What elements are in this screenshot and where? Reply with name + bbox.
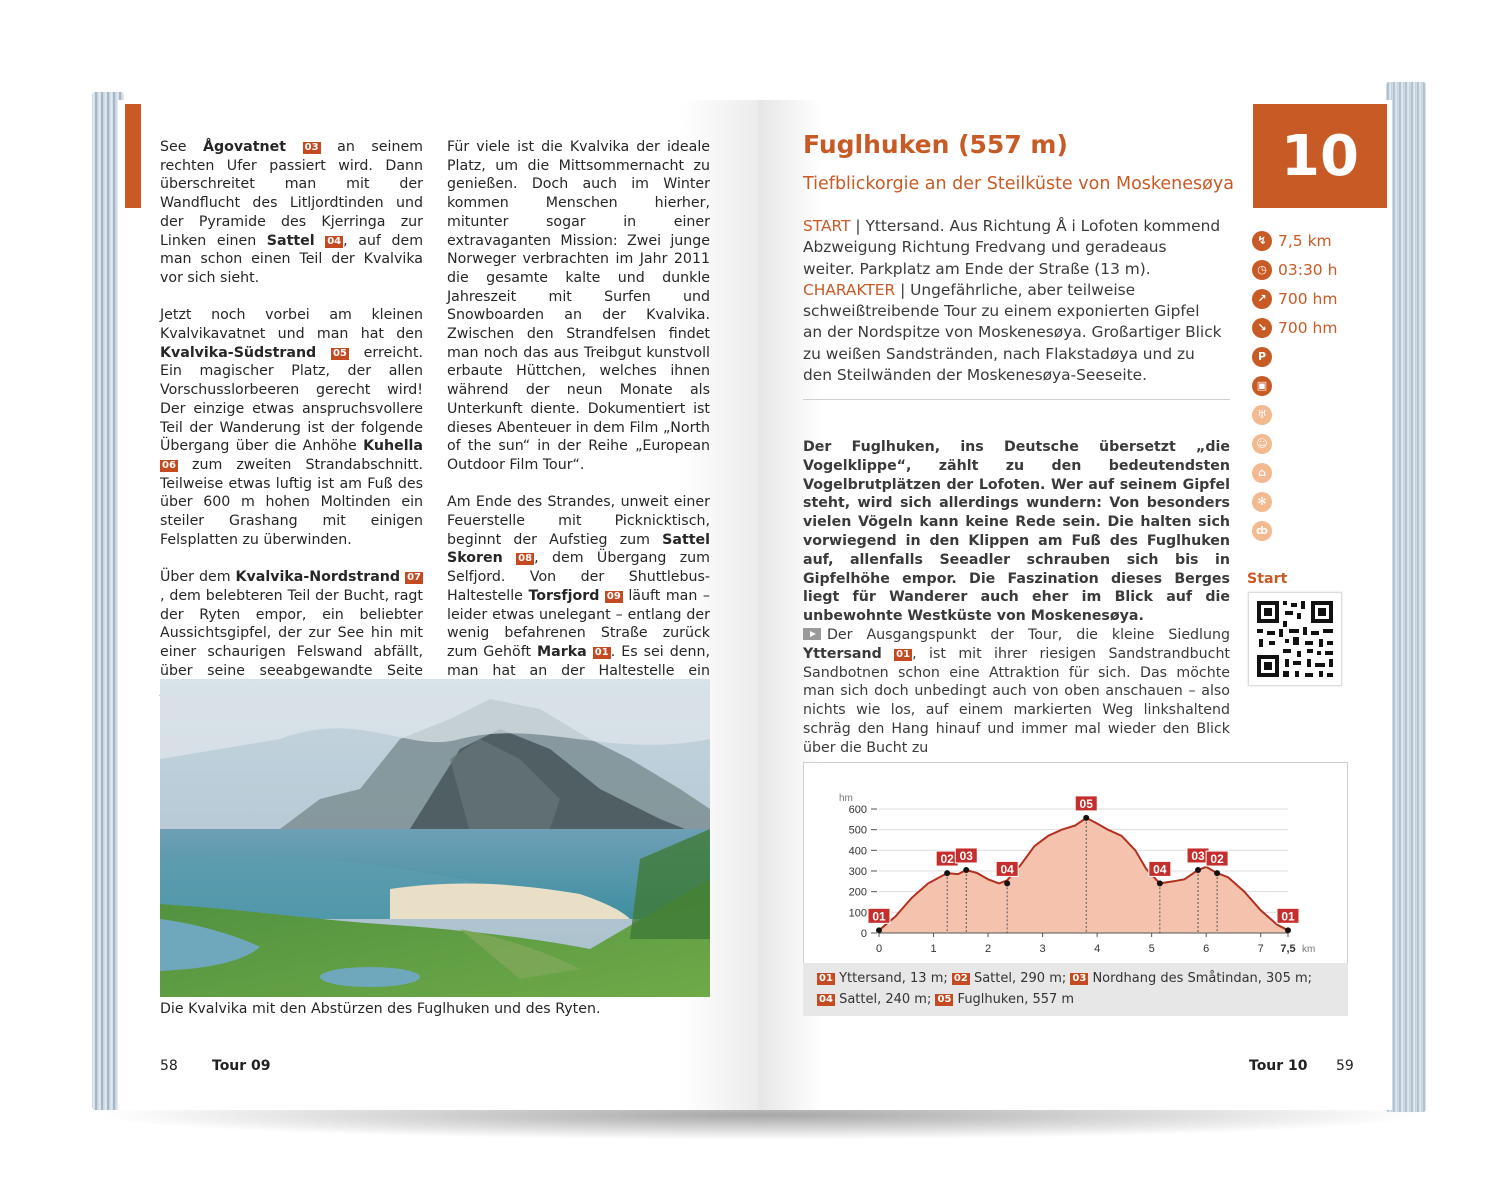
tour-subtitle: Tiefblickorgie an der Steilküste von Moskenesøya xyxy=(803,174,1234,194)
feature-parking xyxy=(1252,342,1362,371)
distance-icon: ↯ xyxy=(1252,231,1272,251)
waypoint-badge: 07 xyxy=(407,572,421,584)
paragraph: See Ågovatnet 03 an seinem rechten Ufer passiert wird. Dann überschreitet man mit der Wandflucht des Litljordtinden und der Pyramide des Kjerringa zur Linken einen Sattel 04 , auf dem man schon einen Teil der Kvalvika vor sich sieht. xyxy=(160,139,424,286)
kvalvika-photo xyxy=(160,679,710,997)
tour-stats xyxy=(1252,226,1362,545)
legend-badge: 04 xyxy=(819,994,833,1005)
legend-badge: 01 xyxy=(819,973,833,984)
x-tick-label: 6 xyxy=(1203,943,1210,955)
stat-duration: ◷ 03:30 h xyxy=(1252,255,1362,284)
y-tick-label: 400 xyxy=(848,845,867,858)
photo-caption: Die Kvalvika mit den Abstürzen des Fuglhuken und des Ryten. xyxy=(160,1001,601,1017)
play-icon xyxy=(803,628,821,640)
paragraph: Jetzt noch vorbei am kleinen Kvalvikavatnet und man hat den Kvalvika-Südstrand 05 erreicht. Ein magischer Platz, der allen Vorschusslorbeeren gerecht wird! Der einzige etwas anspruchsvollere Teil der Wanderung ist der folgende Übergang über die Anhöhe Kuhella 06 zum zweiten Strandabschnitt. Teilweise etwas luftig ist am Fuß des über 600 m hohen Moltinden ein steiler Grashang mit einigen Felsplatten zu überwinden. xyxy=(160,307,423,548)
y-tick-label: 500 xyxy=(848,824,867,837)
waypoint-badge: 01 xyxy=(896,648,911,660)
waypoint-dot xyxy=(1285,927,1291,933)
x-tick-label: 7 xyxy=(1257,943,1264,955)
waypoint-legend: 01 Yttersand, 13 m; 02 Sattel, 290 m; 03 Nordhang des Småtindan, 305 m; 04 Sattel, 240 m; 05 Fuglhuken, 557 m xyxy=(803,963,1348,1016)
waypoint-dot xyxy=(1004,880,1010,886)
intro-paragraph: Der Fuglhuken, ins Deutsche übersetzt „die Vogelklippe“, zählt zu den bedeutendsten Vogelbrutplätzen der Lofoten. Wer auf seinem Gipfel steht, wird sich allerdings wundern: Von besonders vielen Vögeln kann keine Rede sein. Die halten sich vorwiegend in den Klippen am Fuß des Fuglhuken auf, allenfalls Seeadler schrauben sich bis in Gipfelhöhe empor. Die Faszination dieses Berges liegt für Wanderer auch eher im Blick auf die unbewohnte Westküste von Moskenesøya. xyxy=(803,439,1230,625)
waypoint-dot xyxy=(1195,867,1201,873)
bike-icon: ȸ xyxy=(1252,521,1272,541)
y-tick-label: 0 xyxy=(860,928,867,940)
stat-ascent: ↗ 700 hm xyxy=(1252,284,1362,313)
waypoint-label: 04 xyxy=(1000,862,1014,877)
character-label: CHARAKTER xyxy=(803,280,896,299)
left-accent-bar xyxy=(125,104,141,208)
feature-hut xyxy=(1252,458,1362,487)
start-label: START xyxy=(803,217,851,235)
legend-badge: 02 xyxy=(953,973,968,984)
waypoint-badge: 04 xyxy=(327,235,342,247)
right-page-edges xyxy=(1386,82,1426,1112)
restaurant-icon: ♅ xyxy=(1252,405,1272,425)
left-column-2 xyxy=(447,138,710,736)
x-tick-label: 5 xyxy=(1148,943,1155,955)
tour-info xyxy=(803,216,1223,386)
y-tick-label: 100 xyxy=(848,907,867,920)
bus-icon: ▣ xyxy=(1252,376,1272,396)
x-axis-label: km xyxy=(1302,944,1316,955)
waypoint-label: 03 xyxy=(1191,848,1205,863)
parking-icon: P xyxy=(1252,347,1272,367)
clock-icon: ◷ xyxy=(1252,260,1272,280)
profile-area xyxy=(879,818,1288,933)
x-tick-label: 3 xyxy=(1039,943,1046,955)
tour-number-badge: 10 xyxy=(1253,104,1387,208)
waypoint-badge: 06 xyxy=(162,459,176,471)
winter-icon: ✻ xyxy=(1252,492,1272,512)
qr-code[interactable] xyxy=(1248,592,1342,686)
waypoint-dot xyxy=(1083,815,1089,821)
x-tick-label: 1 xyxy=(930,943,937,955)
left-page-number: 58 xyxy=(160,1058,178,1074)
y-axis-label: hm xyxy=(839,793,853,804)
character-text: | Ungefährliche, aber teilweise schweißtreibende Tour zu einem exponierten Gipfel an der Nordspitze von Moskenesøya. Großartiger Blick zu weißen Sandstränden, nach Flakstadøya und zu den Steilwänden der Moskenesøya-Seeseite. xyxy=(803,280,1222,385)
waypoint-badge: 09 xyxy=(606,590,621,602)
divider xyxy=(803,399,1230,400)
paragraph: Für viele ist die Kvalvika der ideale Platz, um die Mittsommernacht zu genießen. Doch auch im Winter kommen Menschen hierher, mitunter sogar in einer extravaganten Mission: Zwei junge Norweger verbrachten im Jahr 2011 die gesamte kalte und dunkle Jahreszeit mit Surfen und Snowboarden an der Kvalvika. Zwischen den Strandfelsen findet man noch das aus Treibgut kunstvoll erbaute Hüttchen, welches ihnen während der neun Monate als Unterkunft diente. Dokumentiert ist dieses Abenteuer in dem Film „North of the sun“ in der Reihe „European Outdoor Film Tour“. xyxy=(447,139,710,473)
tour-title: Fuglhuken (557 m) xyxy=(803,130,1068,159)
feature-bike xyxy=(1252,516,1362,545)
feature-family xyxy=(1252,429,1362,458)
family-icon: ☺ xyxy=(1252,434,1272,454)
left-tour-label: Tour 09 xyxy=(212,1058,271,1074)
x-tick-label: 4 xyxy=(1094,943,1101,955)
waypoint-label: 05 xyxy=(1079,796,1093,811)
stat-distance: ↯ 7,5 km xyxy=(1252,226,1362,255)
waypoint-label: 03 xyxy=(959,848,973,863)
feature-bus xyxy=(1252,371,1362,400)
y-tick-label: 300 xyxy=(848,866,867,878)
qr-label: Start xyxy=(1247,571,1288,587)
waypoint-dot xyxy=(1157,880,1163,886)
legend-badge: 03 xyxy=(1072,973,1087,984)
right-page-number: 59 xyxy=(1336,1058,1354,1074)
waypoint-label: 04 xyxy=(1153,862,1167,877)
waypoint-badge: 03 xyxy=(304,142,319,153)
waypoint-dot xyxy=(944,870,950,876)
waypoint-badge: 08 xyxy=(518,553,533,565)
waypoint-label: 02 xyxy=(1210,852,1224,867)
start-text: | Yttersand. Aus Richtung Å i Lofoten kommend Abzweigung Richtung Fredvang und geradeaus weiter. Parkplatz am Ende der Straße (13 m). xyxy=(803,217,1221,278)
x-tick-label: 7,5 xyxy=(1280,943,1296,955)
hut-icon: ⌂ xyxy=(1252,463,1272,483)
x-tick-label: 2 xyxy=(985,943,992,955)
elevation-chart xyxy=(804,763,1349,963)
descent-icon: ↘ xyxy=(1252,318,1272,338)
y-tick-label: 600 xyxy=(848,804,867,816)
left-column-1 xyxy=(160,138,423,718)
qr-code-icon xyxy=(1249,593,1341,685)
stat-descent: ↘ 700 hm xyxy=(1252,313,1362,342)
feature-winter xyxy=(1252,487,1362,516)
legend-badge: 05 xyxy=(937,994,952,1005)
x-tick-label: 0 xyxy=(875,943,883,955)
ascent-icon: ↗ xyxy=(1252,289,1272,309)
feature-restaurant xyxy=(1252,400,1362,429)
waypoint-label: 01 xyxy=(1281,909,1295,924)
paragraph: Über dem Kvalvika-Nordstrand 07, dem belebteren Teil der Bucht, ragt der Ryten empor, ein beliebter Aussichtsgipfel, der zur See hin mit einer schaurigen Felswand abfällt, über seine seeabgewandte Seite xyxy=(160,569,423,679)
waypoint-label: 01 xyxy=(872,909,886,924)
waypoint-badge: 05 xyxy=(332,347,347,359)
waypoint-dot xyxy=(876,927,882,933)
waypoint-dot xyxy=(1214,870,1220,876)
waypoint-dot xyxy=(963,867,969,873)
waypoint-badge: 01 xyxy=(594,646,609,658)
y-tick-label: 200 xyxy=(848,886,867,899)
route-description: Der Ausgangspunkt der Tour, die kleine Siedlung Yttersand 01 , ist mit ihrer riesigen Sandstrandbucht Sandbotnen schon eine Attraktion für sich. Das möchte man sich doch unbedingt auch von oben anschauen – also nichts wie los, auf einem markierten Weg linkshaltend schräg den Hang hinauf und immer mal wieder den Blick über die Bucht zu xyxy=(803,627,1230,756)
right-tour-label: Tour 10 xyxy=(1249,1058,1308,1074)
waypoint-label: 02 xyxy=(940,852,954,867)
paragraph: Am Ende des Strandes, unweit einer Feuerstelle mit Picknicktisch, beginnt der Aufstieg zum Sattel Skoren 08 , dem Übergang zum Selfjord. Von der Shuttlebus-Haltestelle Torsfjord 09 läuft man – leider etwas unelegant – entlang der wenig befahrenen Straße zurück zum Gehöft Marka 01 . Es sei denn, man hat an der Haltestelle ein xyxy=(447,494,710,679)
